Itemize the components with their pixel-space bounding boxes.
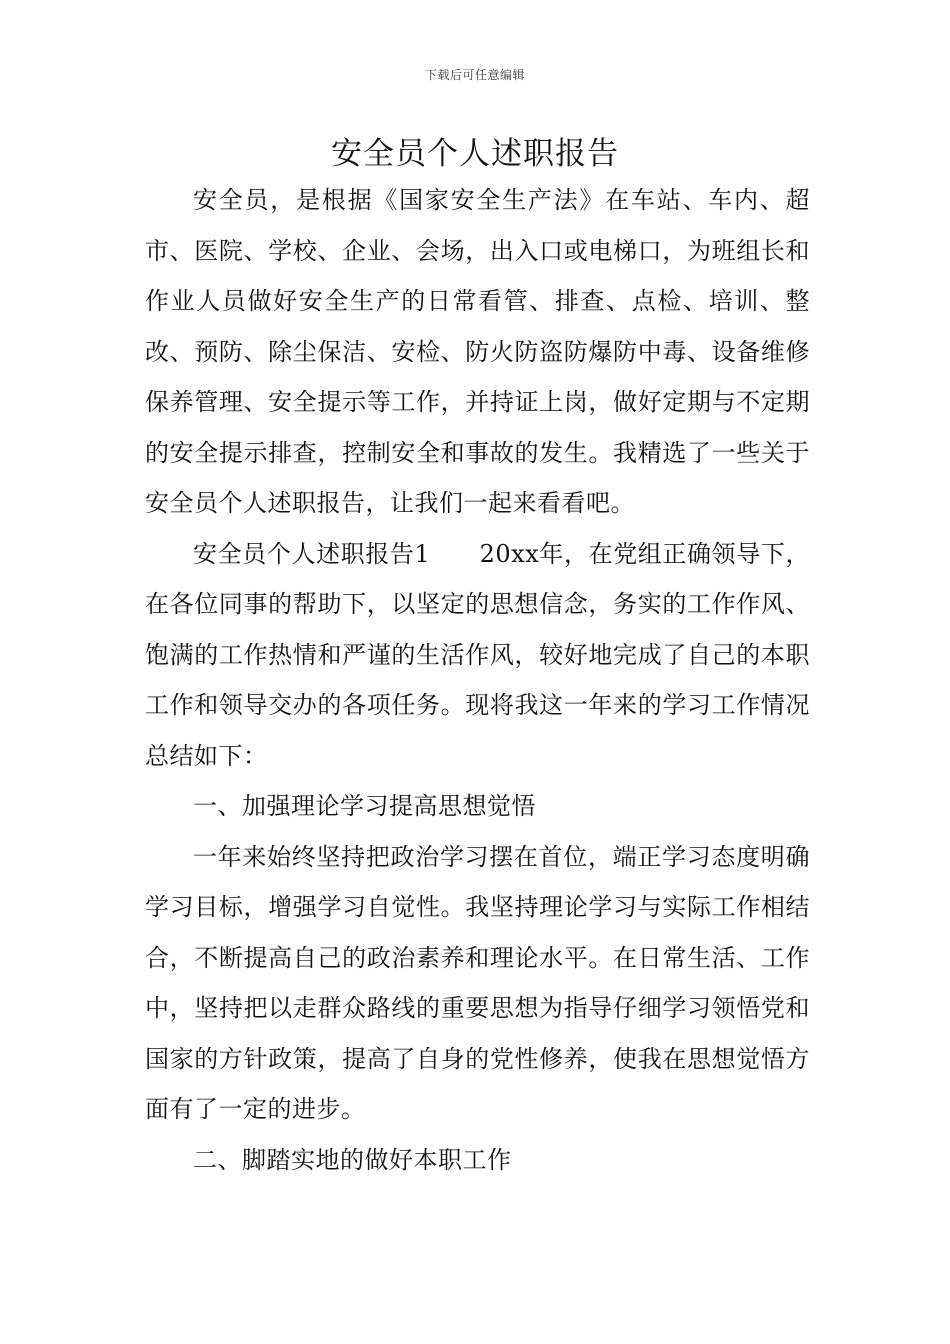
- document-body: [145, 175, 810, 1185]
- paragraph-study: 一年来始终坚持把政治学习摆在首位，端正学习态度明确学习目标，增强学习自觉性。我坚持理论学习与实际工作相结合，不断提高自己的政治素养和理论水平。在日常生活、工作中，坚持把以走群众路线的重要思想为指导仔细学习领悟党和国家的方针政策，提高了自身的党性修养，使我在思想觉悟方面有了一定的进步。: [145, 842, 810, 1123]
- section-heading-2: 二、脚踏实地的做好本职工作: [193, 1145, 512, 1174]
- paragraph-intro: 安全员，是根据《国家安全生产法》在车站、车内、超市、医院、学校、企业、会场，出入口或电梯口，为班组长和作业人员做好安全生产的日常看管、排查、点检、培训、整改、预防、除尘保洁、安检、防火防盗防爆防中毒、设备维修保养管理、安全提示等工作，并持证上岗，做好定期与不定期的安全提示排查，控制安全和事故的发生。我精选了一些关于安全员个人述职报告，让我们一起来看看吧。: [145, 186, 810, 517]
- paragraph-report-opening: 安全员个人述职报告1 20xx年，在党组正确领导下，在各位同事的帮助下，以坚定的思想信念，务实的工作作风、饱满的工作热情和严谨的生活作风，较好地完成了自己的本职工作和领导交办的各项任务。现将我这一年来的学习工作情况总结如下：: [145, 539, 810, 770]
- document-title: 安全员个人述职报告: [331, 136, 619, 172]
- section-heading-1: 一、加强理论学习提高思想觉悟: [193, 792, 536, 820]
- header-note: 下载后可任意编辑: [424, 68, 525, 82]
